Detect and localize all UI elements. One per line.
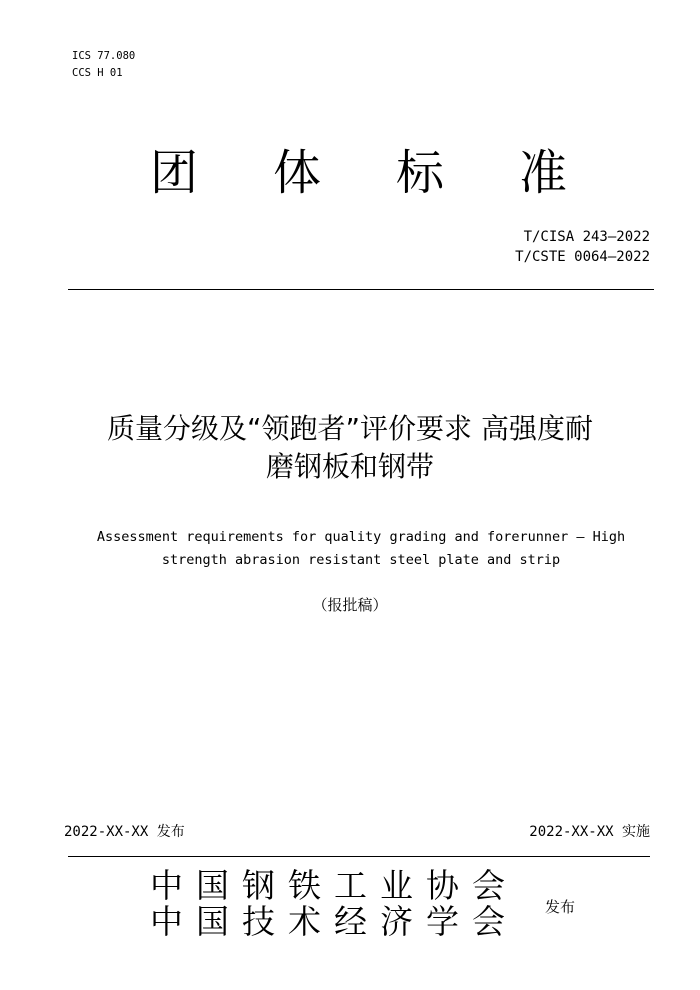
standard-type-char-4: 准: [519, 145, 568, 201]
ccs-code: CCS H 01: [72, 67, 123, 79]
implementation-date: 2022-XX-XX 实施: [529, 824, 650, 840]
chinese-title-line-1: 质量分级及“领跑者”评价要求 高强度耐: [107, 412, 593, 445]
standard-numbers: [515, 227, 650, 267]
english-title: [0, 526, 700, 572]
issuer-cisa: 中国钢铁工业协会: [150, 866, 518, 905]
english-title-line-2: strength abrasion resistant steel plate and strip: [161, 552, 561, 568]
bottom-divider: [68, 856, 650, 857]
standard-type-char-3: 标: [396, 145, 445, 201]
standard-number-cisa: T/CISA 243—2022: [523, 229, 650, 245]
standard-type-heading: [0, 143, 700, 203]
issuer-cste: 中国技术经济学会: [150, 902, 518, 941]
standard-type-char-1: 团: [150, 145, 199, 201]
chinese-title: [0, 410, 700, 486]
draft-status: （报批稿）: [312, 596, 388, 614]
issue-label: 发布: [545, 898, 576, 916]
chinese-title-line-2: 磨钢板和钢带: [265, 450, 434, 483]
standard-number-cste: T/CSTE 0064—2022: [515, 249, 650, 265]
standard-type-char-2: 体: [273, 145, 322, 201]
ics-code: ICS 77.080: [72, 50, 136, 62]
english-title-line-1: Assessment requirements for quality grading and forerunner — High: [96, 529, 626, 545]
issuing-organizations: [150, 868, 518, 940]
classification-codes: [72, 48, 135, 82]
publication-date: 2022-XX-XX 发布: [64, 824, 185, 840]
top-divider: [68, 289, 654, 290]
